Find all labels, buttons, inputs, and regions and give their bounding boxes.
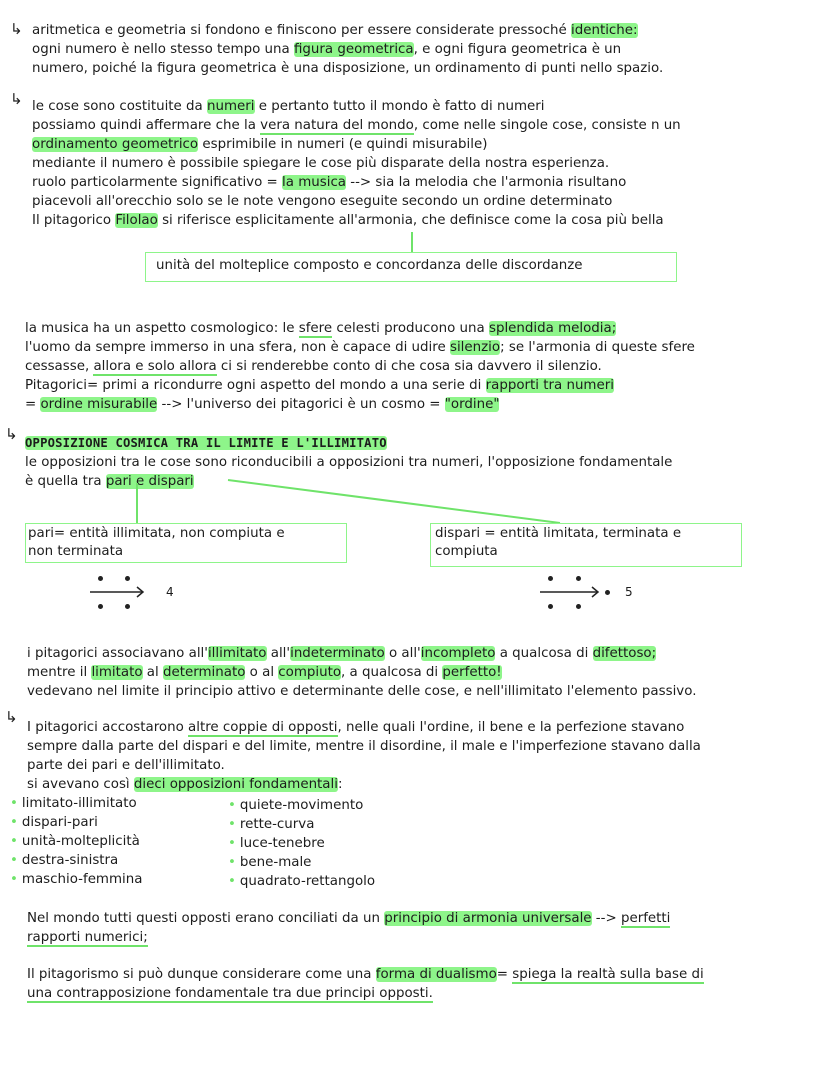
text: quiete-movimento: [239, 798, 364, 813]
highlight: determinato: [163, 665, 246, 680]
underline: spiega la realtà sulla base di: [512, 967, 704, 982]
highlight: "ordine": [444, 397, 500, 412]
text: ; se l'armonia di queste sfere: [500, 340, 695, 355]
p2-line-1: [32, 98, 545, 116]
p3-line-2: [25, 339, 695, 357]
highlight: perfetto!: [442, 665, 502, 680]
text: =: [25, 397, 41, 412]
connector-line: [411, 232, 413, 252]
highlight: forma di dualismo: [375, 967, 497, 982]
highlight: rapporti tra numeri: [485, 378, 614, 393]
text: si riferisce esplicitamente all'armonia, che definisce come la cosa più bella: [157, 213, 664, 228]
text: unità-molteplicità: [21, 834, 140, 849]
text: limitato-illimitato: [21, 796, 137, 811]
text: mediante il numero è possibile spiegare le cose più disparate della nostra esperienza.: [32, 156, 610, 171]
p3-line-1: [25, 320, 616, 338]
curved-arrow-icon: ↳: [5, 708, 18, 726]
text: , e ogni figura geometrica è un: [413, 42, 622, 57]
text: possiamo quindi affermare che la: [32, 118, 261, 133]
text: ogni numero è nello stesso tempo una: [32, 42, 294, 57]
p3-line-3: [25, 358, 602, 376]
text: --> sia la melodia che l'armonia risultano: [346, 175, 627, 190]
highlight: pari e dispari: [105, 474, 194, 489]
text: o al: [245, 665, 279, 680]
p2-line-6: [32, 193, 612, 211]
text: Il pitagorico: [32, 213, 116, 228]
p1-line-2: [32, 41, 621, 59]
text: , come nelle singole cose, consiste n un: [413, 118, 681, 133]
pari-text-1: pari= entità illimitata, non compiuta e: [28, 526, 285, 541]
p2-line-3: [32, 136, 487, 154]
text: o all': [384, 646, 421, 661]
p8-line-2: [27, 985, 433, 1003]
curved-arrow-icon: ↳: [10, 20, 23, 38]
p6-line-1: [27, 719, 684, 737]
number-four: 4: [166, 585, 174, 599]
text: Pitagorici= primi a ricondurre ogni aspetto del mondo a una serie di: [25, 378, 486, 393]
text: =: [496, 967, 513, 982]
dot: [605, 590, 610, 595]
text: , a qualcosa di: [341, 665, 443, 680]
p5-line-3: [27, 683, 696, 701]
highlight: silenzio: [449, 340, 501, 355]
text: vedevano nel limite il principio attivo e determinante delle cose, e nell'illimitato l'elemento passivo.: [27, 684, 697, 699]
text: numero, poiché la figura geometrica è una disposizione, un ordinamento di punti nello spazio.: [32, 61, 664, 76]
text: al: [142, 665, 163, 680]
highlight: splendida melodia;: [488, 321, 617, 336]
list-right-item: • luce-tenebre: [228, 836, 325, 851]
text: -->: [591, 911, 621, 926]
p2-line-4: [32, 155, 609, 173]
curved-arrow-icon: ↳: [5, 425, 18, 443]
highlight: la musica: [282, 175, 347, 190]
underline: perfetti: [620, 911, 671, 926]
text: Nel mondo tutti questi opposti erano conciliati da un: [27, 911, 385, 926]
p6-line-4: [27, 776, 342, 794]
list-left-item: • dispari-pari: [10, 815, 98, 830]
highlight: numeri: [207, 99, 255, 114]
highlight: incompleto: [420, 646, 496, 661]
p5-line-2: [27, 664, 502, 682]
highlight: OPPOSIZIONE COSMICA TRA IL LIMITE E L'ILLIMITATO: [25, 436, 387, 450]
p1-line-1: [32, 22, 638, 40]
text: i pitagorici associavano all': [27, 646, 208, 661]
text: , nelle quali l'ordine, il bene e la perfezione stavano: [337, 720, 685, 735]
list-right-item: • quiete-movimento: [228, 798, 364, 813]
underline: rapporti numerici;: [27, 930, 148, 945]
text: sempre dalla parte del dispari e del limite, mentre il disordine, il male e l'imperfezione stavano dalla: [27, 739, 701, 754]
p4-line-1: [25, 454, 672, 472]
text: ci si renderebbe conto di che cosa sia davvero il silenzio.: [216, 359, 602, 374]
text: luce-tenebre: [239, 836, 325, 851]
highlight: principio di armonia universale: [384, 911, 592, 926]
dot: [98, 604, 103, 609]
underline: altre coppie di opposti: [188, 720, 338, 735]
highlight: identiche:: [571, 23, 638, 38]
p5-line-1: [27, 645, 656, 663]
text: parte dei pari e dell'illimitato.: [27, 758, 225, 773]
highlight: figura geometrica: [293, 42, 414, 57]
dispari-text-1: dispari = entità limitata, terminata e: [435, 526, 682, 541]
highlight: compiuto: [278, 665, 342, 680]
dot: [548, 604, 553, 609]
text: mentre il: [27, 665, 92, 680]
p2-line-2: [32, 117, 681, 135]
text: celesti producono una: [332, 321, 489, 336]
p2-line-5: [32, 174, 626, 192]
text: :: [337, 777, 343, 792]
text: dispari-pari: [21, 815, 98, 830]
text: le cose sono costituite da: [32, 99, 208, 114]
highlight: limitato: [91, 665, 143, 680]
highlight: indeterminato: [290, 646, 385, 661]
text: piacevoli all'orecchio solo se le note vengono eseguite secondo un ordine determinato: [32, 194, 613, 209]
number-five: 5: [625, 585, 633, 599]
dot: [98, 576, 103, 581]
dot: [576, 576, 581, 581]
highlight: illimitato: [207, 646, 267, 661]
text: aritmetica e geometria si fondono e finiscono per essere considerate pressoché: [32, 23, 571, 38]
text: le opposizioni tra le cose sono riconducibili a opposizioni tra numeri, l'opposizione fondamentale: [25, 455, 673, 470]
list-left-item: • maschio-femmina: [10, 872, 143, 887]
highlight: ordine misurabile: [40, 397, 158, 412]
dot: [125, 604, 130, 609]
pari-text-2: non terminata: [28, 544, 124, 559]
highlight: ordinamento geometrico: [32, 137, 199, 152]
p8-line-1: [27, 966, 704, 984]
underline: allora e solo allora: [93, 359, 217, 374]
list-left-item: • unità-molteplicità: [10, 834, 140, 849]
text: l'uomo da sempre immerso in una sfera, non è capace di udire: [25, 340, 450, 355]
highlight: dieci opposizioni fondamentali: [133, 777, 338, 792]
text: si avevano così: [27, 777, 134, 792]
text: bene-male: [239, 855, 312, 870]
list-left-item: • limitato-illimitato: [10, 796, 137, 811]
p1-line-3: [32, 60, 663, 78]
list-right-item: • quadrato-rettangolo: [228, 874, 376, 889]
text: e pertanto tutto il mondo è fatto di numeri: [254, 99, 545, 114]
p4-line-2: [25, 473, 194, 491]
text: la musica ha un aspetto cosmologico: le: [25, 321, 299, 336]
highlight: Filolao: [115, 213, 158, 228]
text: destra-sinistra: [21, 853, 119, 868]
text: Il pitagorismo si può dunque considerare come una: [27, 967, 376, 982]
dot: [548, 576, 553, 581]
text: esprimibile in numeri (e quindi misurabile): [198, 137, 488, 152]
p6-line-3: [27, 757, 225, 775]
text: all': [266, 646, 291, 661]
list-right-item: • rette-curva: [228, 817, 315, 832]
p6-line-2: [27, 738, 701, 756]
text: rette-curva: [239, 817, 315, 832]
underline: una contrapposizione fondamentale tra due principi opposti.: [27, 986, 433, 1001]
p2-line-7: [32, 212, 664, 230]
text: maschio-femmina: [21, 872, 143, 887]
text: --> l'universo dei pitagorici è un cosmo =: [157, 397, 445, 412]
list-right-item: • bene-male: [228, 855, 312, 870]
text: ruolo particolarmente significativo =: [32, 175, 283, 190]
p3-line-5: [25, 396, 499, 414]
text: I pitagorici accostarono: [27, 720, 189, 735]
underline: vera natura del mondo: [260, 118, 414, 133]
text: cessasse,: [25, 359, 94, 374]
highlight: difettoso;: [592, 646, 657, 661]
text: quadrato-rettangolo: [239, 874, 376, 889]
dispari-text-2: compiuta: [435, 544, 498, 559]
section-title: [25, 434, 387, 452]
dot: [125, 576, 130, 581]
dot: [576, 604, 581, 609]
text: è quella tra: [25, 474, 106, 489]
curved-arrow-icon: ↳: [10, 90, 23, 108]
text: a qualcosa di: [495, 646, 593, 661]
underline: sfere: [298, 321, 333, 336]
definition-text: unità del molteplice composto e concordanza delle discordanze: [156, 258, 583, 273]
p3-line-4: [25, 377, 614, 395]
list-left-item: • destra-sinistra: [10, 853, 119, 868]
p7-line-2: [27, 929, 148, 947]
p7-line-1: [27, 910, 670, 928]
